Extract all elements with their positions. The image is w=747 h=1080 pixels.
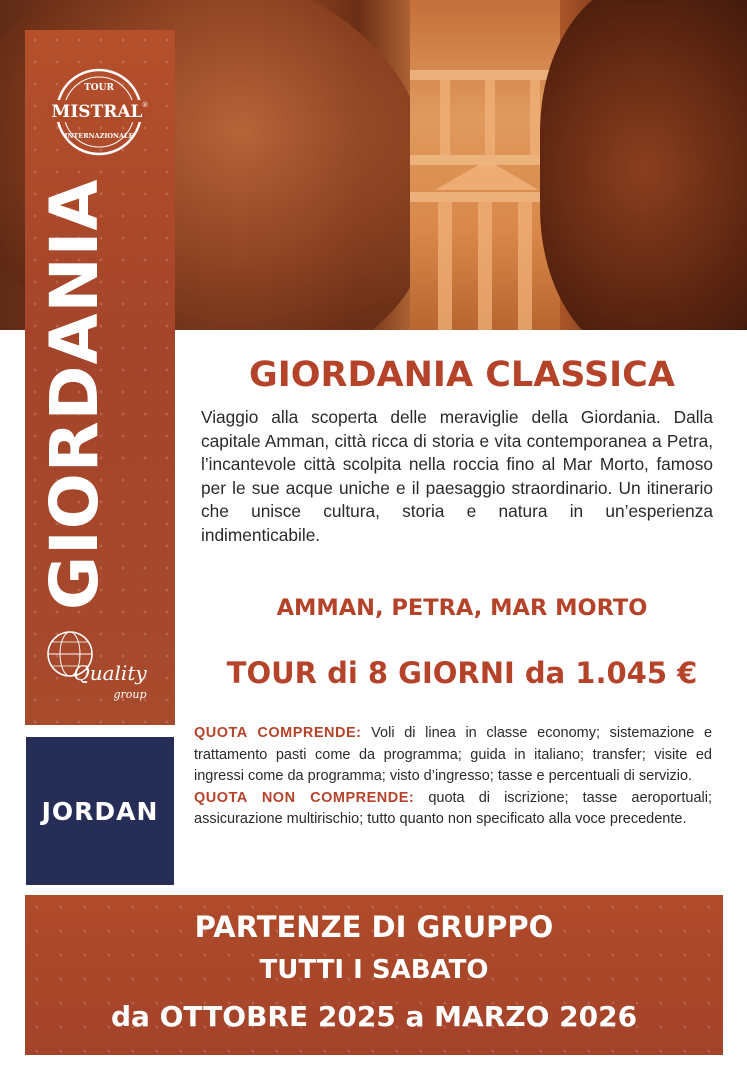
mistral-registered-mark: ® bbox=[141, 101, 149, 109]
canyon-rock-right bbox=[540, 0, 747, 330]
mistral-bottom-word: INTERNAZIONALE bbox=[64, 132, 134, 140]
places-heading: AMMAN, PETRA, MAR MORTO bbox=[276, 595, 648, 621]
mistral-name: MISTRAL bbox=[51, 102, 143, 122]
mistral-top-word: TOUR bbox=[84, 83, 114, 93]
banner-line-1: PARTENZE DI GRUPPO bbox=[194, 910, 554, 944]
quota-included-label: QUOTA COMPRENDE: bbox=[194, 725, 362, 741]
intro-paragraph: Viaggio alla scoperta delle meraviglie della Giordania. Dalla capitale Amman, città ricca di storia e vita contemporanea a Petra, l’incantevole città scolpita nella roccia fino al Mar Morto, famoso per le sue acque uniche e il paesaggio straordinario. Un itinerario che unisce cultura, storia e natura in un’esperienza indimenticabile. bbox=[201, 407, 713, 545]
quota-excluded-label: QUOTA NON COMPRENDE: bbox=[194, 789, 415, 806]
quota-section bbox=[194, 723, 712, 831]
quality-group-logo bbox=[38, 620, 158, 706]
band-title: GIORDANIA bbox=[36, 178, 113, 610]
quality-sub: group bbox=[113, 688, 147, 701]
mistral-logo bbox=[47, 66, 151, 158]
quality-word: Quality bbox=[73, 661, 147, 685]
banner-line-3: da OTTOBRE 2025 a MARZO 2026 bbox=[110, 1000, 638, 1033]
departures-banner bbox=[25, 895, 723, 1055]
jordan-logo bbox=[26, 737, 174, 885]
page-title: GIORDANIA CLASSICA bbox=[249, 355, 675, 395]
quota-included-text: Voli di linea in classe economy; sistemazione e trattamento pasti come da programma; guida in italiano; transfer; visite ed ingressi come da programma; visto d’ingresso; tasse e percentuali di servizio. bbox=[194, 725, 713, 784]
banner-line-2: TUTTI I SABATO bbox=[259, 955, 489, 985]
tour-price-heading: TOUR di 8 GIORNI da 1.045 € bbox=[226, 656, 698, 690]
quota-excluded-text: quota di iscrizione; tasse aeroportuali; assicurazione multirischio; tutto quanto non specificato alla voce precedente. bbox=[194, 789, 712, 827]
jordan-word: JORDAN bbox=[41, 796, 159, 826]
